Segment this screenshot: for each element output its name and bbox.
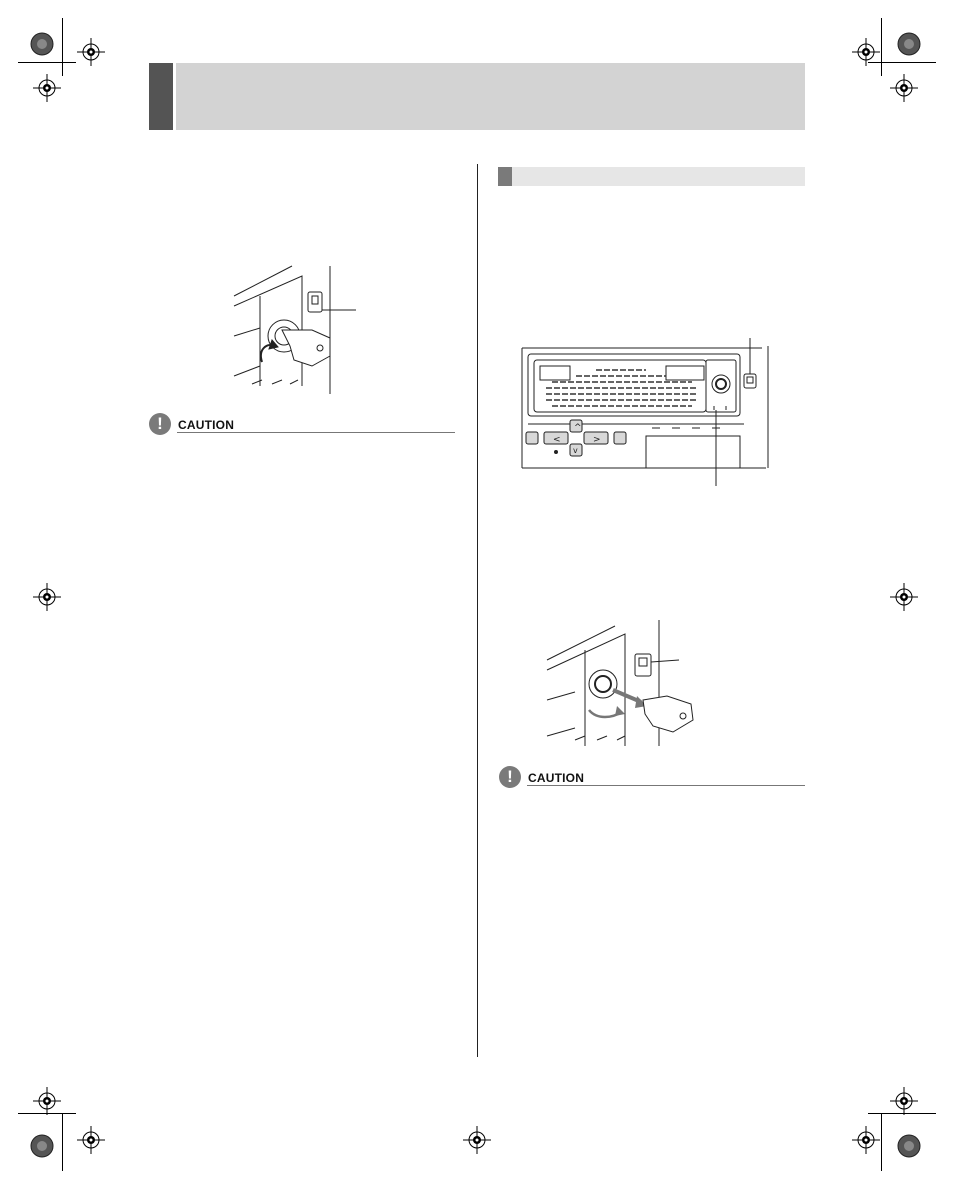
column-divider bbox=[477, 164, 478, 1057]
color-wheel-icon bbox=[898, 1135, 920, 1157]
key-lock-illustration-left bbox=[232, 266, 392, 396]
exclamation-icon: ! bbox=[499, 766, 521, 788]
caution-rule bbox=[177, 432, 455, 433]
color-wheel-icon bbox=[31, 33, 53, 55]
section-heading-tab bbox=[498, 167, 512, 186]
caution-rule bbox=[527, 785, 805, 786]
chapter-header-tab bbox=[149, 63, 173, 130]
caution-heading-left bbox=[149, 413, 455, 435]
key-removal-illustration bbox=[545, 620, 715, 760]
dpad-right-glyph: > bbox=[593, 435, 601, 445]
exclamation-icon: ! bbox=[149, 413, 171, 435]
section-heading-bar bbox=[498, 167, 805, 186]
caution-label: CAUTION bbox=[528, 771, 585, 785]
color-wheel-icon bbox=[31, 1135, 53, 1157]
dpad-down-glyph: v bbox=[573, 446, 578, 455]
dpad-left-glyph: < bbox=[553, 435, 561, 445]
dpad-up-glyph: ^ bbox=[574, 423, 582, 433]
chapter-header-band bbox=[149, 63, 805, 130]
caution-label: CAUTION bbox=[178, 418, 235, 432]
caution-heading-right bbox=[499, 766, 805, 788]
color-wheel-icon bbox=[898, 33, 920, 55]
chapter-header-separator bbox=[173, 63, 176, 130]
front-panel-illustration bbox=[516, 338, 776, 483]
